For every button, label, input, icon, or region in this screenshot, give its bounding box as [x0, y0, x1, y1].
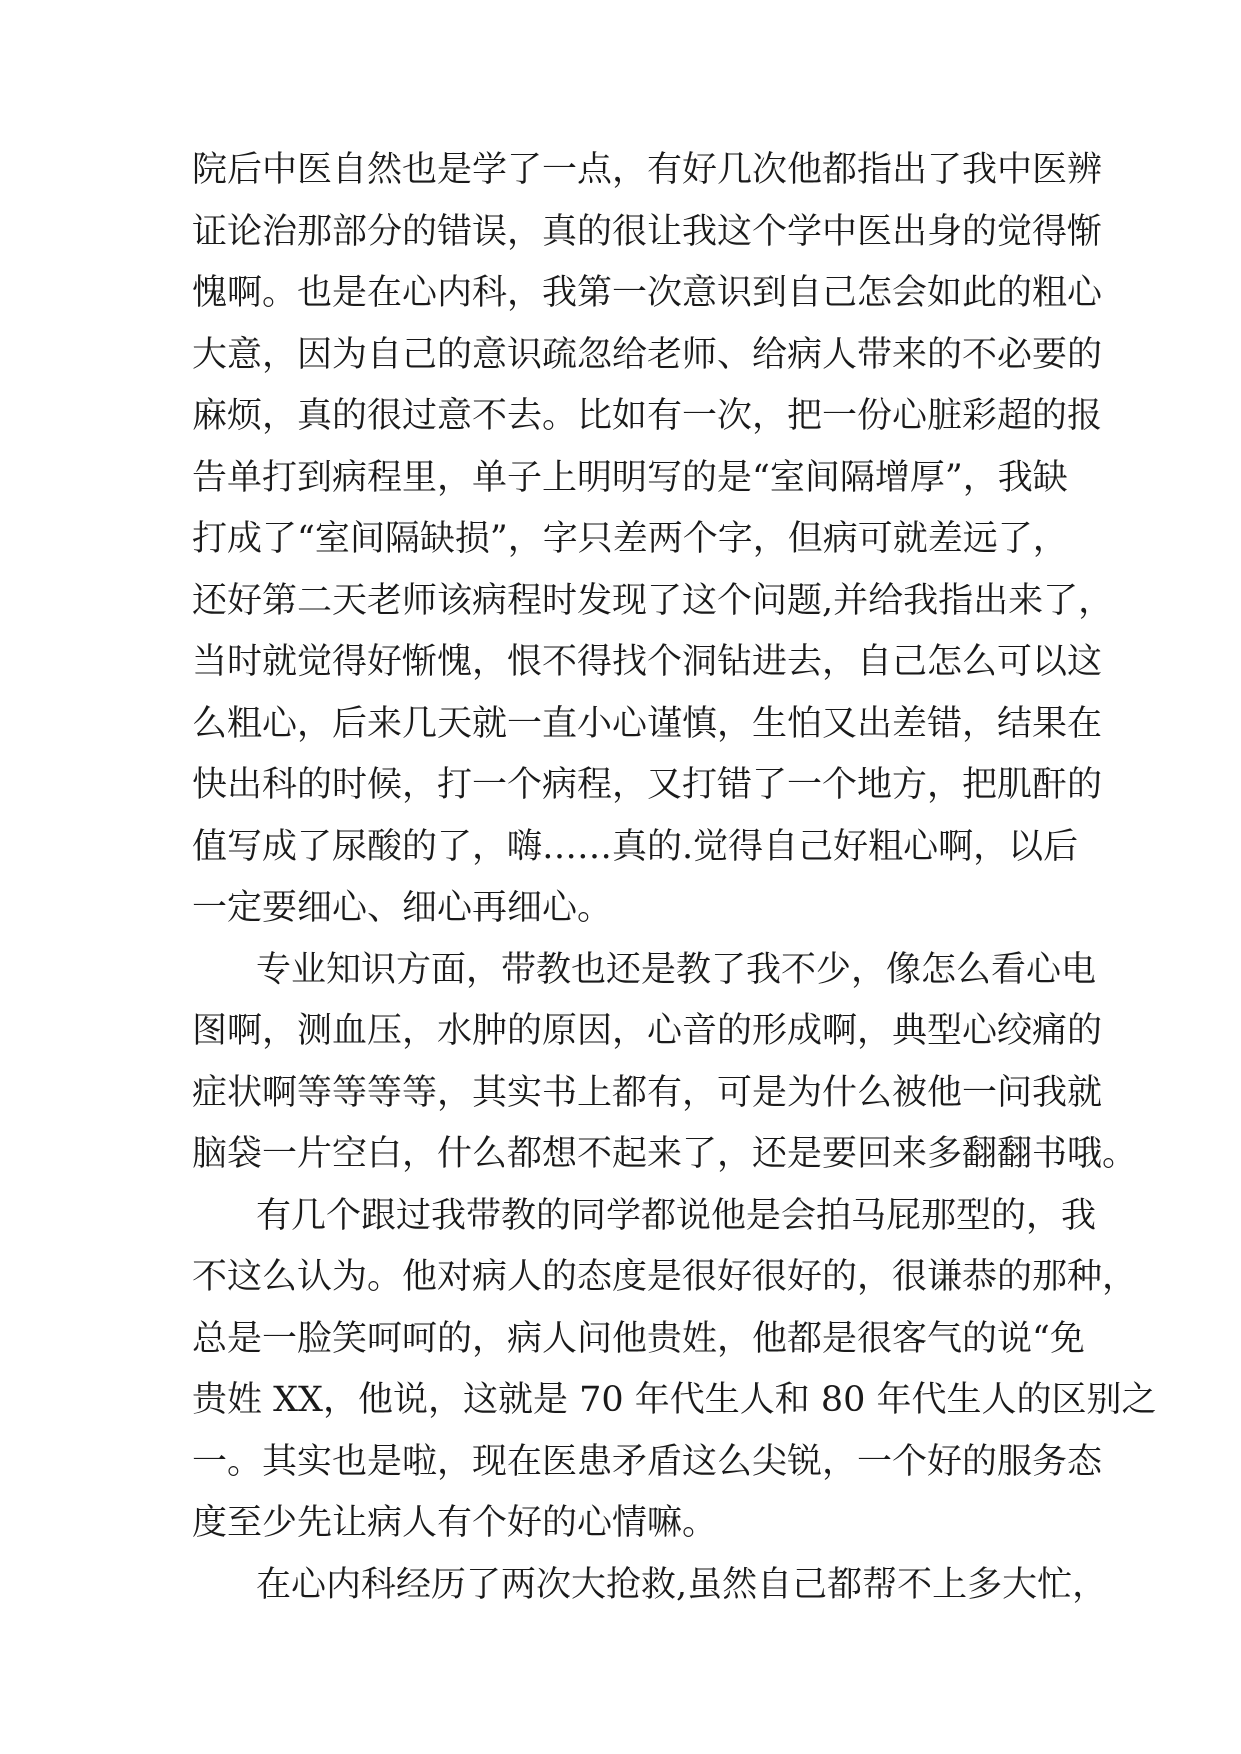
text-line: 总是一脸笑呵呵的，病人问他贵姓，他都是很客气的说“免	[192, 1318, 1085, 1359]
paragraph	[192, 940, 1138, 1186]
paragraph	[192, 140, 1114, 940]
text-line: 当时就觉得好惭愧，恨不得找个洞钻进去，自己怎么可以这	[192, 642, 1103, 682]
text-line: 度至少先让病人有个好的心情嘛。	[192, 1503, 718, 1543]
text-line: 打成了“室间隔缺损”，字只差两个字，但病可就差远了，	[192, 519, 1068, 559]
text-line: 告单打到病程里，单子上明明写的是“室间隔增厚”，我缺	[192, 457, 1068, 498]
text-line: 不这么认为。他对病人的态度是很好很好的，很谦恭的那种，	[192, 1257, 1138, 1297]
text-line: 麻烦，真的很过意不去。比如有一次，把一份心脏彩超的报	[192, 396, 1103, 436]
text-line: 脑袋一片空白，什么都想不起来了，还是要回来多翻翻书哦。	[192, 1134, 1138, 1174]
text-line: 图啊，测血压，水肿的原因，心音的形成啊，典型心绞痛的	[192, 1011, 1103, 1051]
paragraph	[192, 1186, 1157, 1555]
text-line: 还好第二天老师该病程时发现了这个问题,并给我指出来了，	[192, 580, 1114, 621]
document-body	[192, 140, 1157, 1616]
text-line: 证论治那部分的错误，真的很让我这个学中医出身的觉得惭	[192, 211, 1103, 252]
text-line: 快出科的时候，打一个病程，又打错了一个地方，把肌酐的	[192, 765, 1103, 805]
text-line: 愧啊。也是在心内科，我第一次意识到自己怎会如此的粗心	[192, 273, 1103, 313]
text-line: 一定要细心、细心再细心。	[192, 888, 613, 928]
text-line: 症状啊等等等等，其实书上都有，可是为什么被他一问我就	[192, 1072, 1103, 1113]
text-line: 院后中医自然也是学了一点，有好几次他都指出了我中医辨	[192, 150, 1103, 190]
text-line: 一。其实也是啦，现在医患矛盾这么尖锐，一个好的服务态	[192, 1441, 1103, 1482]
text-line: 有几个跟过我带教的同学都说他是会拍马屁那型的，我	[256, 1195, 1097, 1236]
text-line: 贵姓 XX，他说，这就是 70 年代生人和 80 年代生人的区别之	[192, 1380, 1157, 1420]
text-line: 值写成了尿酸的了，嗨……真的.觉得自己好粗心啊，以后	[192, 826, 1079, 867]
paragraph	[192, 1555, 1108, 1617]
text-line: 么粗心，后来几天就一直小心谨慎，生怕又出差错，结果在	[192, 703, 1103, 744]
text-line: 专业知识方面，带教也还是教了我不少，像怎么看心电	[256, 949, 1097, 990]
text-line: 大意，因为自己的意识疏忽给老师、给病人带来的不必要的	[192, 334, 1103, 375]
text-line: 在心内科经历了两次大抢救,虽然自己都帮不上多大忙，	[256, 1564, 1108, 1605]
